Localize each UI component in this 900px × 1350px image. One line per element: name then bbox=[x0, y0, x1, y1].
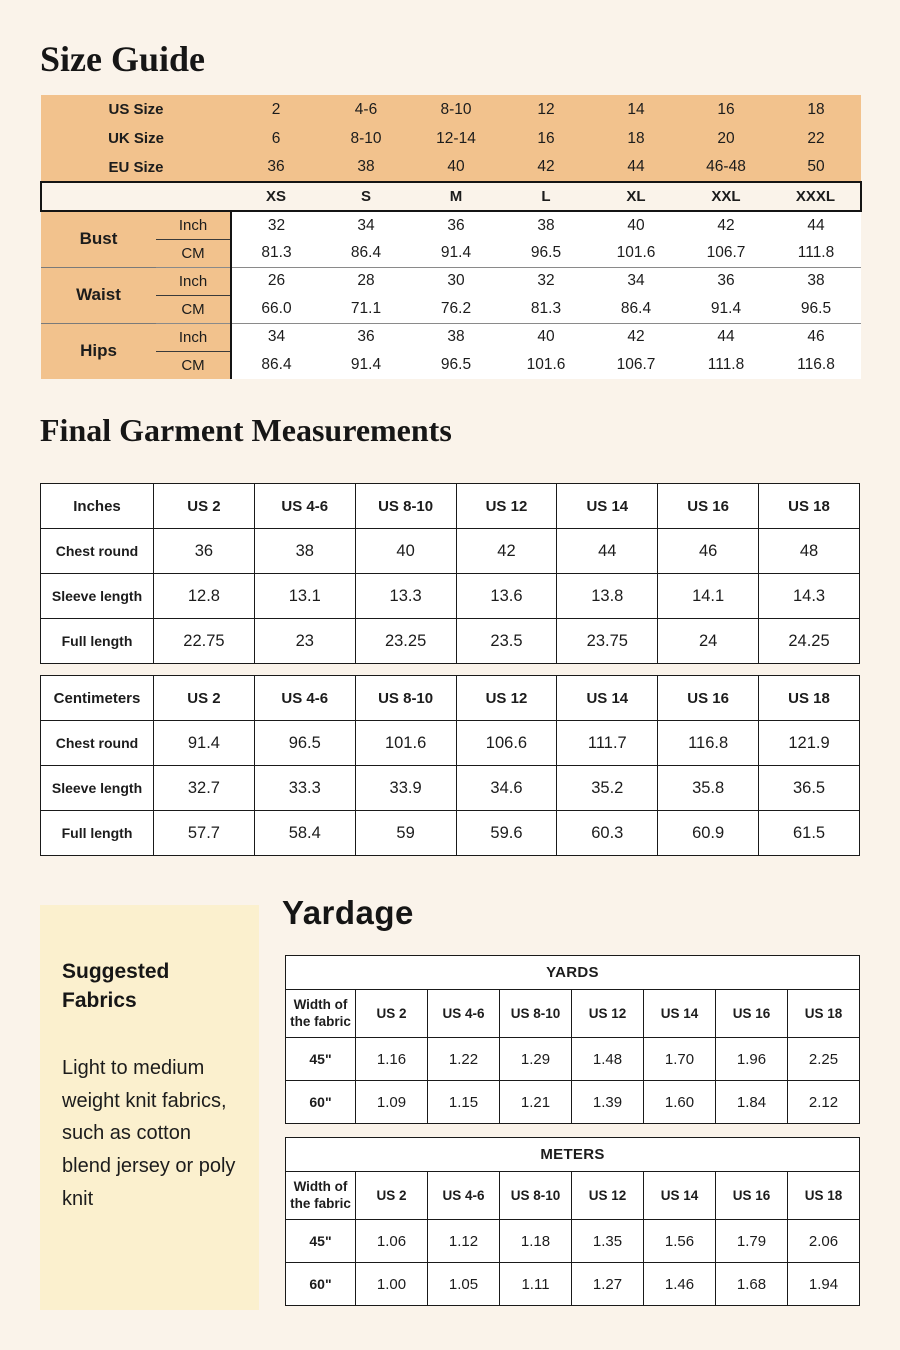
size-header-cell: US 4-6 bbox=[254, 676, 355, 721]
yardage-value-cell: 1.35 bbox=[572, 1220, 644, 1263]
size-cell: 4-6 bbox=[321, 95, 411, 124]
value-cell: 59 bbox=[355, 811, 456, 856]
value-cell: 14.3 bbox=[759, 574, 860, 619]
value-cell: 33.3 bbox=[254, 766, 355, 811]
yardage-value-cell: 2.12 bbox=[788, 1081, 860, 1124]
value-cell: 35.2 bbox=[557, 766, 658, 811]
value-cell: 96.5 bbox=[254, 721, 355, 766]
yardage-value-cell: 1.60 bbox=[644, 1081, 716, 1124]
eu-size-row-label: EU Size bbox=[41, 153, 231, 182]
size-header-cell: US 2 bbox=[154, 484, 255, 529]
size-cell: 38 bbox=[321, 153, 411, 182]
size-cell: 8-10 bbox=[411, 95, 501, 124]
page-title: Size Guide bbox=[40, 39, 206, 79]
letter-size-cell: XXL bbox=[681, 182, 771, 211]
value-cell: 32.7 bbox=[154, 766, 255, 811]
letter-size-cell: XS bbox=[231, 182, 321, 211]
size-cell: 16 bbox=[681, 95, 771, 124]
table-row bbox=[41, 529, 860, 574]
measurement-cell: 66.0 bbox=[231, 295, 321, 323]
size-cell: 36 bbox=[231, 153, 321, 182]
value-cell: 34.6 bbox=[456, 766, 557, 811]
yardage-value-cell: 1.56 bbox=[644, 1220, 716, 1263]
table-row bbox=[41, 811, 860, 856]
value-cell: 46 bbox=[658, 529, 759, 574]
garment-measurements-title: Final Garment Measurements bbox=[40, 412, 452, 448]
measurement-cell: 96.5 bbox=[411, 351, 501, 379]
garment-centimeters-table bbox=[40, 675, 860, 856]
suggested-fabrics-heading: Suggested Fabrics bbox=[62, 960, 170, 1013]
row-label: Chest round bbox=[41, 721, 154, 766]
measurement-cell: 86.4 bbox=[321, 239, 411, 267]
size-header-cell: US 12 bbox=[572, 990, 644, 1038]
table-row bbox=[286, 1038, 860, 1081]
letter-size-cell: XL bbox=[591, 182, 681, 211]
measurement-cell: 76.2 bbox=[411, 295, 501, 323]
measurement-cell: 38 bbox=[501, 211, 591, 239]
size-cell: 12 bbox=[501, 95, 591, 124]
size-cell: 16 bbox=[501, 124, 591, 153]
size-header-cell: US 14 bbox=[557, 676, 658, 721]
yardage-value-cell: 1.18 bbox=[500, 1220, 572, 1263]
yardage-value-cell: 1.48 bbox=[572, 1038, 644, 1081]
row-label: Chest round bbox=[41, 529, 154, 574]
fabric-width-label: 60" bbox=[286, 1263, 356, 1306]
yardage-value-cell: 1.68 bbox=[716, 1263, 788, 1306]
letter-size-cell: S bbox=[321, 182, 411, 211]
measurement-cell: 32 bbox=[231, 211, 321, 239]
yardage-value-cell: 1.79 bbox=[716, 1220, 788, 1263]
size-cell: 42 bbox=[501, 153, 591, 182]
header-row bbox=[41, 676, 860, 721]
value-cell: 36 bbox=[154, 529, 255, 574]
size-header-cell: US 8-10 bbox=[500, 990, 572, 1038]
size-cell: 18 bbox=[591, 124, 681, 153]
size-header-cell: US 4-6 bbox=[254, 484, 355, 529]
yardage-value-cell: 1.27 bbox=[572, 1263, 644, 1306]
letter-size-cell: L bbox=[501, 182, 591, 211]
yardage-value-cell: 1.00 bbox=[356, 1263, 428, 1306]
yardage-value-cell: 1.09 bbox=[356, 1081, 428, 1124]
table-row bbox=[41, 124, 861, 153]
size-cell: 44 bbox=[591, 153, 681, 182]
yardage-value-cell: 1.22 bbox=[428, 1038, 500, 1081]
unit-label-cm: CM bbox=[156, 351, 231, 379]
value-cell: 116.8 bbox=[658, 721, 759, 766]
unit-label-inch: Inch bbox=[156, 211, 231, 239]
unit-label-inch: Inch bbox=[156, 323, 231, 351]
value-cell: 23 bbox=[254, 619, 355, 664]
yardage-value-cell: 1.94 bbox=[788, 1263, 860, 1306]
value-cell: 121.9 bbox=[759, 721, 860, 766]
table-row bbox=[41, 95, 861, 124]
size-header-cell: US 18 bbox=[788, 990, 860, 1038]
yardage-value-cell: 2.25 bbox=[788, 1038, 860, 1081]
size-header-cell: US 2 bbox=[154, 676, 255, 721]
yards-heading: YARDS bbox=[286, 956, 860, 990]
size-header-cell: US 18 bbox=[759, 676, 860, 721]
yardage-value-cell: 1.96 bbox=[716, 1038, 788, 1081]
yardage-value-cell: 1.21 bbox=[500, 1081, 572, 1124]
table-row bbox=[41, 766, 860, 811]
fabric-width-label: 45" bbox=[286, 1220, 356, 1263]
measurement-cell: 32 bbox=[501, 267, 591, 295]
measurement-cell: 71.1 bbox=[321, 295, 411, 323]
size-header-cell: US 16 bbox=[716, 1172, 788, 1220]
size-header-cell: US 12 bbox=[572, 1172, 644, 1220]
measurement-cell: 81.3 bbox=[231, 239, 321, 267]
measurement-cell: 91.4 bbox=[681, 295, 771, 323]
size-header-cell: US 2 bbox=[356, 990, 428, 1038]
row-label: Sleeve length bbox=[41, 574, 154, 619]
yardage-value-cell: 1.84 bbox=[716, 1081, 788, 1124]
table-row bbox=[41, 619, 860, 664]
size-header-cell: US 14 bbox=[644, 990, 716, 1038]
size-cell: 14 bbox=[591, 95, 681, 124]
size-header-cell: US 14 bbox=[557, 484, 658, 529]
measurement-cell: 91.4 bbox=[321, 351, 411, 379]
size-header-cell: US 8-10 bbox=[355, 484, 456, 529]
measurement-cell: 86.4 bbox=[231, 351, 321, 379]
measurement-cell: 101.6 bbox=[591, 239, 681, 267]
us-size-row-label: US Size bbox=[41, 95, 231, 124]
value-cell: 13.3 bbox=[355, 574, 456, 619]
value-cell: 57.7 bbox=[154, 811, 255, 856]
value-cell: 13.1 bbox=[254, 574, 355, 619]
table-row bbox=[41, 721, 860, 766]
value-cell: 44 bbox=[557, 529, 658, 574]
value-cell: 13.6 bbox=[456, 574, 557, 619]
value-cell: 33.9 bbox=[355, 766, 456, 811]
table-row bbox=[41, 153, 861, 182]
measurement-cell: 26 bbox=[231, 267, 321, 295]
yardage-title: Yardage bbox=[282, 894, 414, 931]
measurement-cell: 34 bbox=[231, 323, 321, 351]
size-header-cell: US 2 bbox=[356, 1172, 428, 1220]
row-label: Sleeve length bbox=[41, 766, 154, 811]
value-cell: 14.1 bbox=[658, 574, 759, 619]
garment-inches-table bbox=[40, 483, 860, 664]
measurement-cell: 34 bbox=[591, 267, 681, 295]
measurement-cell: 111.8 bbox=[681, 351, 771, 379]
value-cell: 35.8 bbox=[658, 766, 759, 811]
value-cell: 91.4 bbox=[154, 721, 255, 766]
measurement-cell: 106.7 bbox=[591, 351, 681, 379]
size-header-cell: US 14 bbox=[644, 1172, 716, 1220]
size-header-cell: US 8-10 bbox=[500, 1172, 572, 1220]
measurement-cell: 36 bbox=[681, 267, 771, 295]
table-row bbox=[41, 239, 861, 267]
size-header-cell: US 4-6 bbox=[428, 990, 500, 1038]
suggested-fabrics-panel bbox=[40, 905, 259, 1310]
header-row bbox=[41, 484, 860, 529]
measurement-cell: 44 bbox=[681, 323, 771, 351]
unit-header: Centimeters bbox=[41, 676, 154, 721]
yardage-meters-table bbox=[285, 1137, 860, 1306]
measurement-cell: 86.4 bbox=[591, 295, 681, 323]
measurement-cell: 91.4 bbox=[411, 239, 501, 267]
unit-label-inch: Inch bbox=[156, 267, 231, 295]
corner-cell bbox=[41, 182, 231, 211]
yardage-yards-table bbox=[285, 955, 860, 1124]
letter-sizes-row bbox=[41, 182, 861, 211]
table-row bbox=[41, 211, 861, 239]
value-cell: 24.25 bbox=[759, 619, 860, 664]
size-header-cell: US 16 bbox=[658, 676, 759, 721]
width-of-fabric-header: Width of the fabric bbox=[286, 1172, 356, 1220]
fabric-width-label: 60" bbox=[286, 1081, 356, 1124]
size-header-cell: US 12 bbox=[456, 484, 557, 529]
measurement-cell: 44 bbox=[771, 211, 861, 239]
yardage-value-cell: 1.12 bbox=[428, 1220, 500, 1263]
value-cell: 58.4 bbox=[254, 811, 355, 856]
size-header-cell: US 18 bbox=[759, 484, 860, 529]
size-cell: 22 bbox=[771, 124, 861, 153]
width-of-fabric-header: Width of the fabric bbox=[286, 990, 356, 1038]
value-cell: 48 bbox=[759, 529, 860, 574]
value-cell: 60.9 bbox=[658, 811, 759, 856]
table-row bbox=[286, 1220, 860, 1263]
yardage-value-cell: 1.16 bbox=[356, 1038, 428, 1081]
value-cell: 12.8 bbox=[154, 574, 255, 619]
measurement-cell: 46 bbox=[771, 323, 861, 351]
value-cell: 22.75 bbox=[154, 619, 255, 664]
yardage-value-cell: 1.46 bbox=[644, 1263, 716, 1306]
measurement-cell: 96.5 bbox=[501, 239, 591, 267]
yardage-value-cell: 1.29 bbox=[500, 1038, 572, 1081]
measurement-cell: 96.5 bbox=[771, 295, 861, 323]
size-cell: 2 bbox=[231, 95, 321, 124]
measurement-cell: 40 bbox=[501, 323, 591, 351]
value-cell: 23.5 bbox=[456, 619, 557, 664]
value-cell: 38 bbox=[254, 529, 355, 574]
table-row bbox=[41, 295, 861, 323]
value-cell: 36.5 bbox=[759, 766, 860, 811]
value-cell: 59.6 bbox=[456, 811, 557, 856]
table-caption-row bbox=[286, 956, 860, 990]
size-header-cell: US 16 bbox=[658, 484, 759, 529]
value-cell: 60.3 bbox=[557, 811, 658, 856]
measurement-cell: 101.6 bbox=[501, 351, 591, 379]
value-cell: 24 bbox=[658, 619, 759, 664]
value-cell: 111.7 bbox=[557, 721, 658, 766]
table-row bbox=[41, 267, 861, 295]
fabric-width-label: 45" bbox=[286, 1038, 356, 1081]
bust-row-label: Bust bbox=[41, 211, 156, 267]
yardage-value-cell: 1.05 bbox=[428, 1263, 500, 1306]
waist-row-label: Waist bbox=[41, 267, 156, 323]
measurement-cell: 28 bbox=[321, 267, 411, 295]
size-header-cell: US 12 bbox=[456, 676, 557, 721]
table-row bbox=[286, 1263, 860, 1306]
measurement-cell: 111.8 bbox=[771, 239, 861, 267]
size-cell: 46-48 bbox=[681, 153, 771, 182]
size-cell: 8-10 bbox=[321, 124, 411, 153]
measurement-cell: 38 bbox=[411, 323, 501, 351]
value-cell: 40 bbox=[355, 529, 456, 574]
header-row bbox=[286, 990, 860, 1038]
measurement-cell: 36 bbox=[321, 323, 411, 351]
size-header-cell: US 8-10 bbox=[355, 676, 456, 721]
value-cell: 42 bbox=[456, 529, 557, 574]
value-cell: 106.6 bbox=[456, 721, 557, 766]
measurement-cell: 38 bbox=[771, 267, 861, 295]
yardage-value-cell: 1.06 bbox=[356, 1220, 428, 1263]
size-cell: 40 bbox=[411, 153, 501, 182]
measurement-cell: 34 bbox=[321, 211, 411, 239]
size-cell: 12-14 bbox=[411, 124, 501, 153]
table-row bbox=[41, 574, 860, 619]
yardage-value-cell: 1.70 bbox=[644, 1038, 716, 1081]
unit-label-cm: CM bbox=[156, 295, 231, 323]
table-row bbox=[41, 351, 861, 379]
size-cell: 6 bbox=[231, 124, 321, 153]
measurement-cell: 30 bbox=[411, 267, 501, 295]
yardage-value-cell: 1.39 bbox=[572, 1081, 644, 1124]
letter-size-cell: XXXL bbox=[771, 182, 861, 211]
size-header-cell: US 4-6 bbox=[428, 1172, 500, 1220]
measurement-cell: 36 bbox=[411, 211, 501, 239]
size-cell: 50 bbox=[771, 153, 861, 182]
size-cell: 18 bbox=[771, 95, 861, 124]
table-row bbox=[286, 1081, 860, 1124]
suggested-fabrics-text: Light to medium weight knit fabrics, such as cotton blend jersey or poly knit bbox=[62, 1056, 236, 1210]
hips-row-label: Hips bbox=[41, 323, 156, 379]
meters-heading: METERS bbox=[286, 1138, 860, 1172]
measurement-cell: 116.8 bbox=[771, 351, 861, 379]
value-cell: 101.6 bbox=[355, 721, 456, 766]
size-header-cell: US 16 bbox=[716, 990, 788, 1038]
row-label: Full length bbox=[41, 619, 154, 664]
table-caption-row bbox=[286, 1138, 860, 1172]
table-row bbox=[41, 323, 861, 351]
measurement-cell: 81.3 bbox=[501, 295, 591, 323]
measurement-cell: 106.7 bbox=[681, 239, 771, 267]
size-chart-table bbox=[40, 95, 862, 379]
yardage-value-cell: 2.06 bbox=[788, 1220, 860, 1263]
letter-size-cell: M bbox=[411, 182, 501, 211]
measurement-cell: 40 bbox=[591, 211, 681, 239]
uk-size-row-label: UK Size bbox=[41, 124, 231, 153]
yardage-value-cell: 1.11 bbox=[500, 1263, 572, 1306]
value-cell: 13.8 bbox=[557, 574, 658, 619]
yardage-value-cell: 1.15 bbox=[428, 1081, 500, 1124]
value-cell: 23.75 bbox=[557, 619, 658, 664]
measurement-cell: 42 bbox=[591, 323, 681, 351]
row-label: Full length bbox=[41, 811, 154, 856]
size-header-cell: US 18 bbox=[788, 1172, 860, 1220]
unit-label-cm: CM bbox=[156, 239, 231, 267]
unit-header: Inches bbox=[41, 484, 154, 529]
value-cell: 61.5 bbox=[759, 811, 860, 856]
header-row bbox=[286, 1172, 860, 1220]
value-cell: 23.25 bbox=[355, 619, 456, 664]
size-cell: 20 bbox=[681, 124, 771, 153]
measurement-cell: 42 bbox=[681, 211, 771, 239]
